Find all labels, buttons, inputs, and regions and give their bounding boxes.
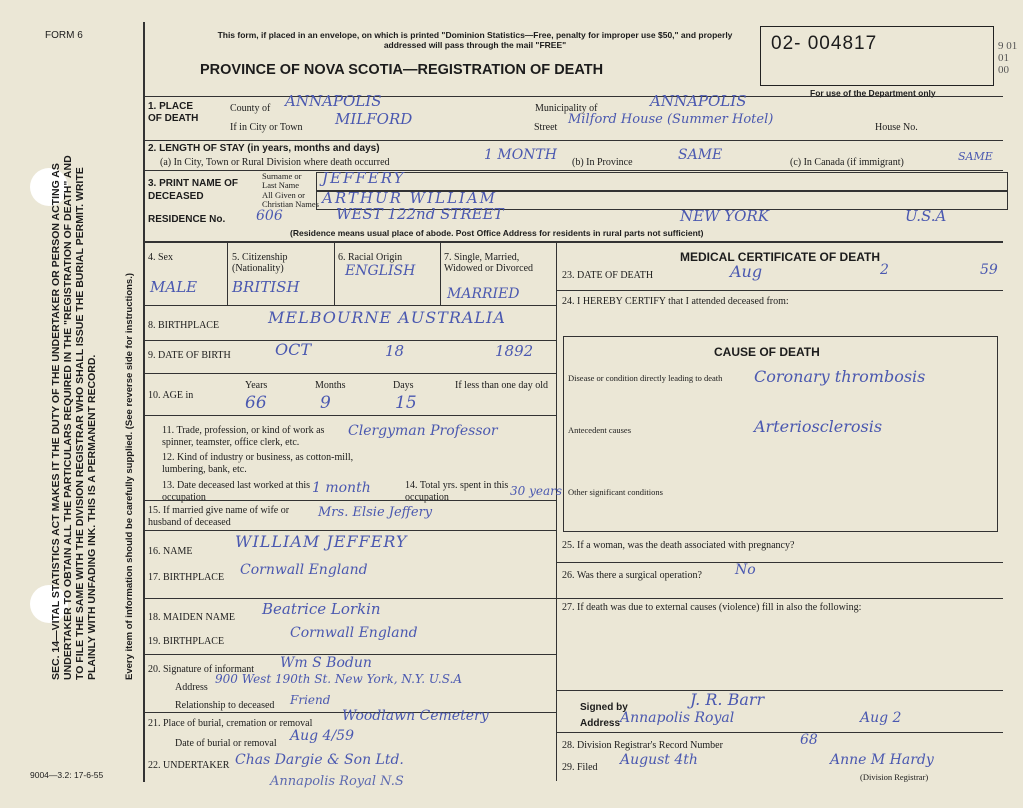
dob-label: 9. DATE OF BIRTH bbox=[148, 350, 231, 361]
stay-a-value: 1 MONTH bbox=[484, 147, 557, 163]
residence-city: NEW YORK bbox=[680, 207, 769, 225]
mail-notice: This form, if placed in an envelope, on which is printed "Dominion Statistics—Free, penalty for improper use $50," and properly addressed will pass through the mail "FREE" bbox=[217, 30, 733, 50]
cause-other-label: Other significant conditions bbox=[568, 487, 663, 497]
informant-label: 20. Signature of informant bbox=[148, 664, 255, 675]
cause-b-value: Arteriosclerosis bbox=[754, 417, 883, 436]
address-label: Address bbox=[580, 718, 621, 729]
undertaker-value: Chas Dargie & Son Ltd. bbox=[235, 752, 404, 768]
dob-month: OCT bbox=[275, 340, 312, 359]
pregnancy-label: 25. If a woman, was the death associated with pregnancy? bbox=[562, 540, 795, 551]
filed-label: 29. Filed bbox=[562, 762, 598, 773]
place-label: 1. PLACE OF DEATH bbox=[148, 101, 199, 124]
registrar-label: (Division Registrar) bbox=[860, 772, 929, 782]
stay-b-value: SAME bbox=[678, 147, 723, 163]
county-label: County of bbox=[230, 103, 271, 114]
cause-title: CAUSE OF DEATH bbox=[714, 345, 820, 359]
filed-value: August 4th bbox=[620, 752, 698, 768]
municipality-label: Municipality of bbox=[535, 103, 598, 114]
marital-label: 7. Single, Married, Widowed or Divorced bbox=[444, 252, 534, 274]
registration-number: 02- 004817 bbox=[771, 33, 878, 54]
stay-b-label: (b) In Province bbox=[572, 157, 633, 168]
burial-date-label: Date of burial or removal bbox=[175, 738, 277, 749]
city-value: MILFORD bbox=[335, 110, 413, 128]
residence-label: RESIDENCE No. bbox=[148, 214, 226, 225]
dept-use-note: For use of the Department only bbox=[810, 88, 936, 98]
footer-code: 9004—3.2: 17-6-55 bbox=[30, 770, 104, 780]
birthplace-label: 8. BIRTHPLACE bbox=[148, 320, 220, 331]
county-value: ANNAPOLIS bbox=[285, 92, 382, 110]
signed-value: J. R. Barr bbox=[690, 690, 765, 709]
relationship-value: Friend bbox=[290, 693, 331, 707]
age-months-label: Months bbox=[315, 380, 346, 391]
dob-day: 18 bbox=[385, 342, 405, 360]
citizenship-value: BRITISH bbox=[232, 278, 300, 296]
given-value: ARTHUR WILLIAM bbox=[322, 189, 498, 207]
cause-b-label: Antecedent causes bbox=[568, 425, 632, 435]
undertaker-label: 22. UNDERTAKER bbox=[148, 760, 230, 771]
address-date: Aug 2 bbox=[860, 710, 902, 726]
city-label: If in City or Town bbox=[230, 122, 303, 133]
certify-text: 24. I HEREBY CERTIFY that I attended deceased from: bbox=[562, 296, 789, 307]
residence-street: WEST 122nd STREET bbox=[336, 205, 504, 223]
racial-value: ENGLISH bbox=[345, 263, 416, 279]
age-years-label: Years bbox=[245, 380, 268, 391]
sex-value: MALE bbox=[150, 278, 198, 296]
municipality-value: ANNAPOLIS bbox=[650, 92, 747, 110]
address-value: Annapolis Royal bbox=[620, 710, 735, 726]
registrar-value: Anne M Hardy bbox=[830, 752, 934, 768]
dob-year: 1892 bbox=[495, 342, 534, 360]
surname-value: JEFFERY bbox=[322, 169, 406, 187]
years-occupation-label: 14. Total yrs. spent in this occupation bbox=[405, 480, 509, 503]
undertaker-address: Annapolis Royal N.S bbox=[270, 774, 404, 789]
last-worked-value: 1 month bbox=[312, 480, 371, 496]
last-worked-label: 13. Date deceased last worked at this occupation bbox=[162, 480, 311, 503]
years-occupation-value: 30 years bbox=[510, 484, 563, 498]
house-label: House No. bbox=[875, 122, 918, 133]
name-label: 3. PRINT NAME OF DECEASED bbox=[148, 178, 239, 202]
age-years: 66 bbox=[245, 393, 267, 413]
form-number: FORM 6 bbox=[45, 30, 83, 41]
occupation-label: 11. Trade, profession, or kind of work as spinner, teamster, office clerk, etc. bbox=[162, 425, 325, 448]
death-date-day: 2 bbox=[880, 262, 889, 278]
stay-a-label: (a) In City, Town or Rural Division where death occurred bbox=[160, 157, 390, 168]
relationship-label: Relationship to deceased bbox=[175, 700, 275, 711]
cause-a-label: Disease or condition directly leading to death bbox=[568, 373, 723, 383]
record-label: 28. Division Registrar's Record Number bbox=[562, 740, 723, 751]
burial-place-label: 21. Place of burial, cremation or removal bbox=[148, 718, 313, 729]
informant-value: Wm S Bodun bbox=[280, 655, 372, 671]
medical-title: MEDICAL CERTIFICATE OF DEATH bbox=[680, 250, 880, 264]
form-title: PROVINCE OF NOVA SCOTIA—REGISTRATION OF DEATH bbox=[200, 62, 604, 78]
record-value: 68 bbox=[800, 732, 818, 748]
birthplace-value: MELBOURNE AUSTRALIA bbox=[268, 308, 506, 327]
burial-place-value: Woodlawn Cemetery bbox=[342, 708, 489, 724]
spouse-value: Mrs. Elsie Jeffery bbox=[318, 505, 433, 520]
margin-codes: 9 01 01 00 bbox=[998, 40, 1018, 76]
age-months: 9 bbox=[320, 393, 331, 413]
age-label: 10. AGE in bbox=[148, 390, 194, 401]
stay-c-value: SAME bbox=[958, 150, 993, 163]
father-label: 16. NAME bbox=[148, 546, 193, 557]
informant-address-value: 900 West 190th St. New York, N.Y. U.S.A bbox=[215, 672, 462, 686]
surgery-value: No bbox=[735, 562, 756, 578]
cause-of-death-box bbox=[563, 336, 998, 532]
mother-birthplace-label: 19. BIRTHPLACE bbox=[148, 636, 225, 647]
external-label: 27. If death was due to external causes (violence) fill in also the following: bbox=[562, 602, 862, 613]
signed-label: Signed by bbox=[580, 702, 628, 713]
age-days-label: Days bbox=[393, 380, 414, 391]
registration-number-box bbox=[760, 26, 994, 86]
racial-label: 6. Racial Origin bbox=[338, 252, 403, 263]
street-value: Milford House (Summer Hotel) bbox=[568, 112, 774, 127]
father-value: WILLIAM JEFFERY bbox=[235, 532, 408, 551]
mother-label: 18. MAIDEN NAME bbox=[148, 612, 235, 623]
industry-label: 12. Kind of industry or business, as cotton-mill, lumbering, bank, etc. bbox=[162, 452, 354, 475]
street-label: Street bbox=[534, 122, 558, 133]
citizenship-label: 5. Citizenship (Nationality) bbox=[232, 252, 288, 274]
informant-address-label: Address bbox=[175, 682, 208, 693]
death-date-month: Aug bbox=[730, 262, 763, 281]
cause-a-value: Coronary thrombosis bbox=[754, 367, 926, 386]
death-date-year: 59 bbox=[980, 262, 998, 278]
side-instructions: SEC. 14—VITAL STATISTICS ACT MAKES IT THE DUTY OF THE UNDERTAKER OR PERSON ACTING AS UNDERTAKER TO OBTAIN ALL THE PARTICULARS REQUIRED IN THE "REGISTRATION OF DEATH" AND TO FILE THE SAME WITH THE DIVISION REGISTRAR WHO SHALL ISSUE THE BURIAL PERMIT. WRITE PLAINLY WITH UNFADING INK. THIS IS A PERMANENT RECORD. bbox=[50, 155, 98, 680]
spouse-label: 15. If married give name of wife or husband of deceased bbox=[148, 505, 290, 528]
given-label: All Given or Christian Names bbox=[262, 190, 319, 209]
mother-birthplace-value: Cornwall England bbox=[290, 625, 418, 641]
death-date-label: 23. DATE OF DEATH bbox=[562, 270, 654, 281]
age-days: 15 bbox=[395, 393, 417, 413]
father-birthplace-value: Cornwall England bbox=[240, 562, 368, 578]
surgery-label: 26. Was there a surgical operation? bbox=[562, 570, 702, 581]
age-less-label: If less than one day old bbox=[455, 380, 549, 391]
occupation-value: Clergyman Professor bbox=[348, 423, 498, 439]
marital-value: MARRIED bbox=[447, 286, 520, 302]
residence-province: U.S.A bbox=[905, 207, 947, 225]
stay-label: 2. LENGTH OF STAY (in years, months and days) bbox=[148, 143, 380, 154]
stay-c-label: (c) In Canada (if immigrant) bbox=[790, 157, 904, 168]
burial-date-value: Aug 4/59 bbox=[290, 728, 354, 744]
residence-note: (Residence means usual place of abode. Post Office Address for residents in rural parts not sufficient) bbox=[290, 228, 704, 238]
sex-label: 4. Sex bbox=[148, 252, 173, 263]
father-birthplace-label: 17. BIRTHPLACE bbox=[148, 572, 225, 583]
side-note: Every item of information should be carefully supplied. (See reverse side for instructions.) bbox=[124, 272, 135, 680]
mother-value: Beatrice Lorkin bbox=[262, 600, 381, 618]
surname-label: Surname or Last Name bbox=[262, 171, 302, 190]
residence-no: 606 bbox=[256, 208, 283, 224]
